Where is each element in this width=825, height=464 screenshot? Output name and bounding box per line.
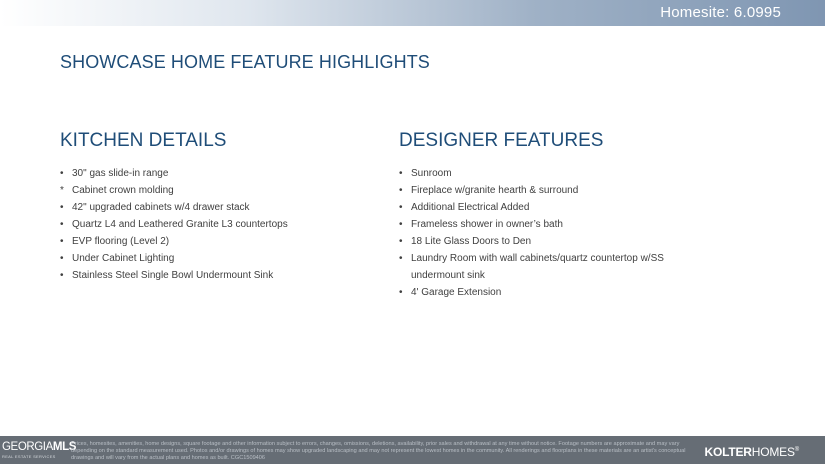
kitchen-section-title: KITCHEN DETAILS <box>60 130 227 151</box>
kolter-logo-light: HOMES <box>751 445 795 459</box>
feature-text: Frameless shower in owner’s bath <box>411 219 563 230</box>
bullet: • <box>60 253 64 264</box>
feature-text: 18 Lite Glass Doors to Den <box>411 236 532 247</box>
registered-mark: ® <box>794 447 799 453</box>
bullet: • <box>399 253 403 264</box>
kolter-logo-bold: KOLTER <box>704 445 752 459</box>
bullet: * <box>60 185 64 196</box>
legal-disclaimer: Prices, homesites, amenities, home designs, square footage and other information subject to errors, changes, omissions, deletions, availability, prior sales and withdrawal at any time without notice. Footage numbers are approximate and may vary depending on the standard measurement used. Photos and/or drawings of homes may show upgraded landscaping and may not represent the lowest homes in the community. All renderings and floorplans in these materials are an artist's conceptual drawings and will vary from the actual plans and homes as built. CGC1509406 <box>71 441 686 461</box>
bullet: • <box>60 168 64 179</box>
bullet: • <box>60 202 64 213</box>
feature-text: Additional Electrical Added <box>411 202 530 213</box>
bullet: • <box>60 236 64 247</box>
mls-logo-text: MLS <box>52 441 76 453</box>
list-item <box>60 165 360 182</box>
feature-text: Laundry Room with wall cabinets/quartz countertop w/SS undermount sink <box>411 253 664 281</box>
feature-text: Sunroom <box>411 168 452 179</box>
bullet: • <box>399 219 403 230</box>
list-item <box>60 233 360 250</box>
bullet: • <box>60 219 64 230</box>
feature-text: Under Cabinet Lighting <box>72 253 175 264</box>
list-item <box>60 267 360 284</box>
list-item <box>60 250 360 267</box>
bullet: • <box>399 168 403 179</box>
bullet: • <box>399 202 403 213</box>
list-item <box>399 182 719 199</box>
list-item <box>60 216 360 233</box>
top-banner <box>0 0 825 26</box>
kolter-homes-logo <box>705 445 800 459</box>
feature-text: Stainless Steel Single Bowl Undermount Sink <box>72 270 274 281</box>
bullet: • <box>399 236 403 247</box>
bullet: • <box>60 270 64 281</box>
feature-text: Fireplace w/granite hearth & surround <box>411 185 579 196</box>
georgia-mls-logo <box>2 441 76 463</box>
feature-text: Quartz L4 and Leathered Granite L3 countertops <box>72 219 288 230</box>
page-title: SHOWCASE HOME FEATURE HIGHLIGHTS <box>60 52 430 72</box>
bullet: • <box>399 287 403 298</box>
feature-text: Cabinet crown molding <box>72 185 174 196</box>
georgia-logo-text: GEORGIA <box>2 441 53 453</box>
designer-section-title: DESIGNER FEATURES <box>399 130 604 151</box>
kitchen-feature-list <box>60 165 360 284</box>
list-item <box>60 182 360 199</box>
list-item <box>399 284 719 301</box>
list-item <box>60 199 360 216</box>
feature-text: EVP flooring (Level 2) <box>72 236 170 247</box>
homesite-label: Homesite: 6.0995 <box>660 4 781 21</box>
list-item <box>399 216 719 233</box>
bullet: • <box>399 185 403 196</box>
feature-text: 42" upgraded cabinets w/4 drawer stack <box>72 202 250 213</box>
list-item <box>399 165 719 182</box>
list-item <box>399 233 719 250</box>
feature-text: 4' Garage Extension <box>411 287 502 298</box>
georgia-logo-subtitle: REAL ESTATE SERVICES <box>2 454 56 459</box>
list-item <box>399 199 719 216</box>
feature-text: 30" gas slide-in range <box>72 168 169 179</box>
designer-feature-list <box>399 165 719 301</box>
list-item <box>399 250 719 284</box>
footer-bar <box>0 436 825 464</box>
